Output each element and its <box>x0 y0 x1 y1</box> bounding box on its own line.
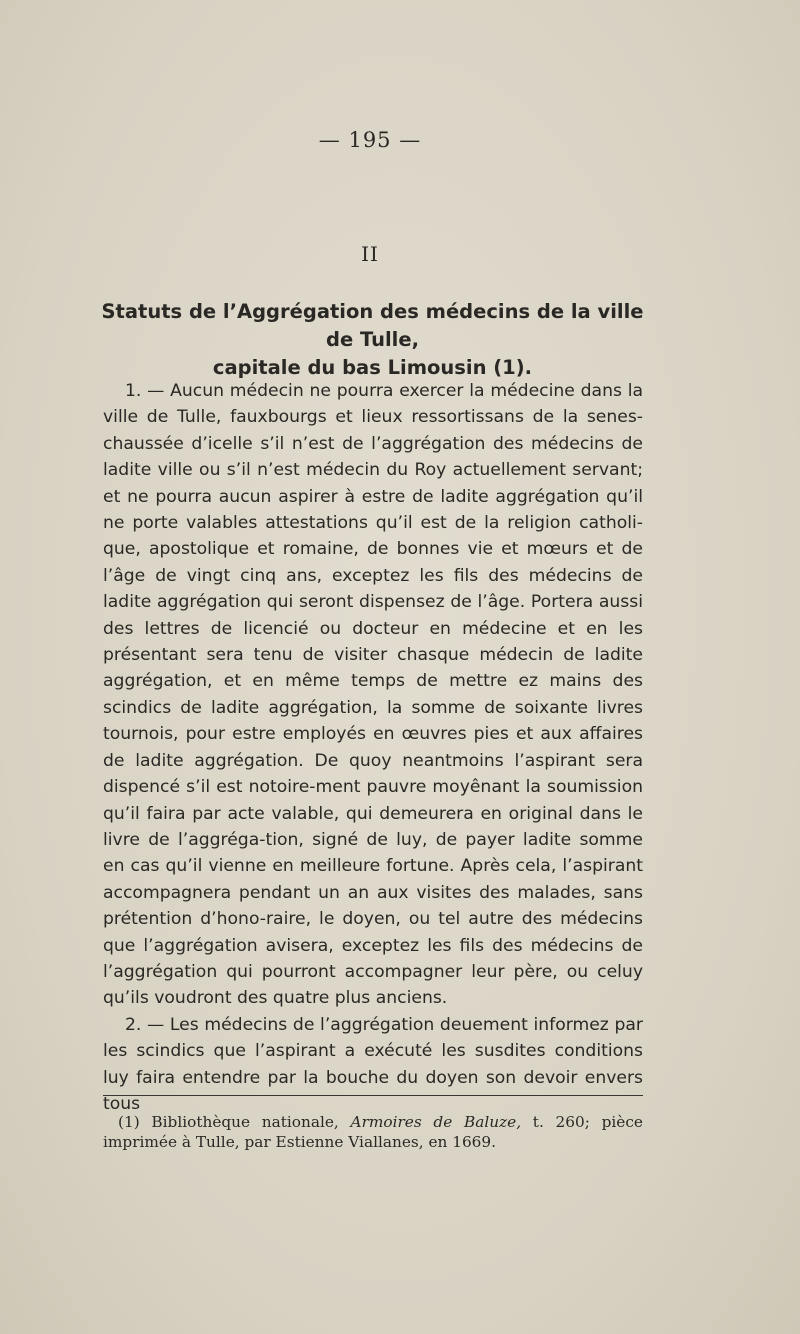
footnote-italic: Armoires de Baluze, <box>350 1113 522 1131</box>
footnote-prefix: (1) Bibliothèque nationale, <box>118 1113 351 1131</box>
footnote-divider <box>103 1095 643 1096</box>
title-line-2: capitale du bas Limousin (1). <box>212 356 533 379</box>
title-line-1: Statuts de l’Aggrégation des médecins de la ville de Tulle, <box>101 300 644 351</box>
document-title <box>100 298 645 382</box>
footnote <box>103 1112 643 1152</box>
footnote-text <box>103 1112 643 1152</box>
body-text <box>103 378 643 1117</box>
section-number: II <box>361 242 379 266</box>
paragraph-1: 1. — Aucun médecin ne pourra exercer la médecine dans la ville de Tulle, fauxbourgs et lieux ressortissans de la senes-chaussée d’icelle s’il n’est de l’aggrégation des médecins de ladite ville ou s’il n’est médecin du Roy actuellement servant; et ne pourra aucun aspirer à estre de ladite aggrégation qu’il ne porte valables attestations qu’il est de la religion catholi-que, apostolique et romaine, de bonnes vie et mœurs et de l’âge de vingt cinq ans, exceptez les fils des médecins de ladite aggrégation qui seront dispensez de l’âge. Portera aussi des lettres de licencié ou docteur en médecine et en les présentant sera tenu de visiter chasque médecin de ladite aggrégation, et en même temps de mettre ez mains des scindics de ladite aggrégation, la somme de soixante livres tournois, pour estre employés en œuvres pies et aux affaires de ladite aggrégation. De quoy neantmoins l’aspirant sera dispencé s’il est notoire-ment pauvre moyênant la soumission qu’il faira par acte valable, qui demeurera en original dans le livre de l’aggréga-tion, signé de luy, de payer ladite somme en cas qu’il vienne en meilleure fortune. Après cela, l’aspirant accompagnera pendant un an aux visites des malades, sans prétention d’hono-raire, le doyen, ou tel autre des médecins que l’aggrégation avisera, exceptez les fils des médecins de l’aggrégation qui pourront accompagner leur père, ou celuy qu’ils voudront des quatre plus anciens. <box>103 381 643 1009</box>
footnote-suffix: t. 260; pièce imprimée à Tulle, par Estienne Viallanes, en 1669. <box>103 1113 643 1151</box>
page-number: — 195 — <box>318 128 422 152</box>
paragraph-2: 2. — Les médecins de l’aggrégation deuement informez par les scindics que l’aspirant a exécuté les susdites conditions luy faira entendre par la bouche du doyen son devoir envers tous <box>103 1014 643 1114</box>
